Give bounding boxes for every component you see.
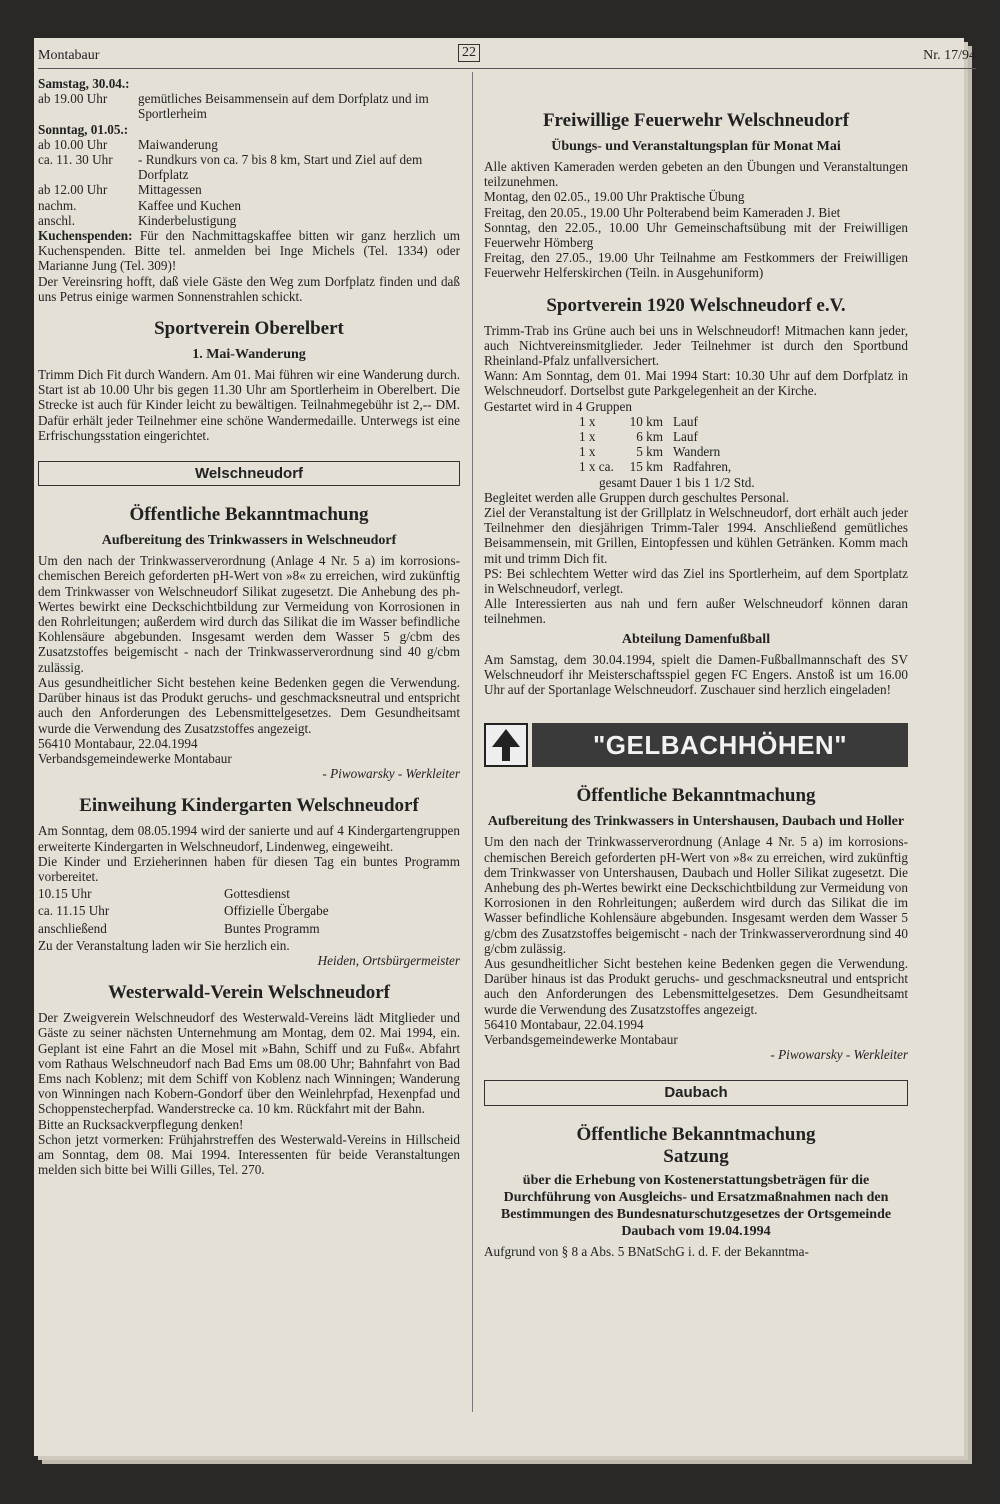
- program-row: [38, 886, 460, 901]
- page-header: [38, 45, 976, 69]
- schedule-item: Mittagessen: [138, 182, 202, 198]
- fire-line: Freitag, den 20.05., 19.00 Uhr Polterabend beim Kameraden J. Biet: [484, 204, 841, 220]
- schedule-row: [38, 182, 460, 197]
- place-date: 56410 Montabaur, 22.04.1994: [484, 1016, 644, 1032]
- group-activity: Lauf: [673, 413, 698, 429]
- event-schedule: [38, 76, 460, 304]
- left-column: [38, 76, 460, 1177]
- schedule-time: ab 12.00 Uhr: [38, 182, 108, 198]
- article-body: Der Zweigverein Welschneudorf des Westerwald-Vereins lädt Mitglieder und Gäste zu seiner nächsten Unternehmung am Montag, dem 02. Mai 1994, ein. Geplant ist eine Fahrt an die Mosel mit »Bahn, Schiff und zu Fuß«. Abfahrt vom Rathaus Welschneudorf nach Bad Ems um 08.00 Uhr; Bahnfahrt von Bad Ems nach Koblenz; mit dem Schiff von Koblenz nach Winningen; Wanderung von Winningen nach Kobern-Gondorf über den Weinlehrpfad, Hexenpfad und Schoppenstecherpfad. Wanderstrecke ca. 10 km. Rückfahrt mit der Bahn.: [38, 1010, 460, 1117]
- group-activity: Radfahren,: [673, 459, 732, 475]
- article-title: Westerwald-Verein Welschneudorf: [107, 982, 390, 1004]
- article-body: Am Sonntag, dem 08.05.1994 wird der sanierte und auf 4 Kindergartengruppen erweiterte Kindergarten in Welschneudorf, Lindenweg, eingeweiht.: [38, 823, 460, 854]
- article-body: Ziel der Veranstaltung ist der Grillplatz in Welschneudorf, dort erhält auch jeder Teilnehmer den diesjährigen Trimm-Taler 1994. Anschließend gemütliches Beisammensein, mit Grillen, Eintopfessen und kühlen Getränken. Komm mach mit und trimm Dich fit.: [484, 505, 908, 566]
- article-body: Am Samstag, dem 30.04.1994, spielt die Damen-Fußballmannschaft des SV Welschneudorf ihr Meisterschaftsspiel gegen FC Engers. Anstoß ist um 16.00 Uhr auf der Sportanlage Welschneudorf. Zuschauer sind herzlich eingeladen!: [484, 651, 908, 698]
- schedule-item: Maiwanderung: [138, 136, 218, 152]
- article-body: Bitte an Rucksackverpflegung denken!: [38, 1116, 244, 1132]
- program-time: anschließend: [38, 920, 107, 936]
- program-item: Buntes Programm: [224, 920, 320, 936]
- cake-paragraph: [38, 228, 460, 274]
- group-activity: Wandern: [673, 444, 721, 460]
- group-distance: 5 km: [636, 444, 663, 460]
- group-row: [579, 444, 908, 459]
- article-body: Aus gesundheitlicher Sicht bestehen keine Bedenken gegen die Verwendung. Darüber hinaus ist das Produkt geruchs- und geschmacksneutral und entspricht auch den Anforderungen des Lebensmittelgesetzes. Dem Gesundheitsamt wurde die Verwendung des Zusatzstoffes angezeigt.: [484, 955, 908, 1017]
- group-activity: Lauf: [673, 429, 698, 445]
- signature: - Piwowarsky - Werkleiter: [322, 766, 460, 782]
- signature: - Piwowarsky - Werkleiter: [770, 1047, 908, 1063]
- article-body: Trimm-Trab ins Grüne auch bei uns in Welschneudorf! Mitmachen kann jeder, auch Nichtvereinsmitglieder. Jeder Teilnehmer ist durch den Sportbund Rheinland-Pfalz unfallversichert.: [484, 322, 908, 369]
- banner-title: "GELBACHHÖHEN": [532, 723, 908, 767]
- group-count: 1 x ca.: [579, 459, 614, 475]
- article-body: Alle Interessierten aus nah und fern außer Welschneudorf können daran teilnehmen.: [484, 596, 908, 627]
- group-distance: 10 km: [629, 413, 663, 429]
- article-body: Wann: Am Sonntag, dem 01. Mai 1994 Start: 10.30 Uhr auf dem Dorfplatz in Welschneudorf. Dortselbst gute Parkgelegenheit an der Kirche.: [484, 368, 908, 399]
- schedule-time: ab 10.00 Uhr: [38, 136, 108, 152]
- group-count: 1 x: [579, 413, 596, 429]
- article-title-2: Satzung: [663, 1145, 729, 1167]
- schedule-time: ab 19.00 Uhr: [38, 91, 108, 107]
- program-item: Offizielle Übergabe: [224, 903, 329, 919]
- section-box: Welschneudorf: [38, 461, 460, 486]
- fire-line: Freitag, den 27.05., 19.00 Uhr Teilnahme am Festkommers der Freiwilligen Feuerwehr Helferskirchen (Teiln. in Ausgehuniform): [484, 250, 908, 281]
- article-subtitle: Aufbereitung des Trinkwassers in Welschneudorf: [101, 533, 397, 549]
- article-body: Begleitet werden alle Gruppen durch geschultes Personal.: [484, 489, 790, 505]
- article-title: Einweihung Kindergarten Welschneudorf: [79, 795, 419, 817]
- schedule-time: ca. 11. 30 Uhr: [38, 152, 113, 168]
- schedule-row: [38, 137, 460, 152]
- group-row: [579, 429, 908, 444]
- program-time: ca. 11.15 Uhr: [38, 903, 110, 919]
- section-box: Daubach: [484, 1080, 908, 1105]
- cake-text: Für den Nachmittagskaffee bitten wir ganz herzlich um Kuchenspenden. Bitte tel. anmelden bei Inge Michels (Tel. 1334) oder Marianne Jung (Tel. 309)!: [38, 228, 460, 274]
- article-title: Öffentliche Bekanntmachung: [576, 785, 816, 807]
- group-distance: 15 km: [629, 459, 663, 475]
- schedule-item: gemütliches Beisammensein auf dem Dorfplatz und im Sportlerheim: [138, 91, 429, 122]
- fire-line: Sonntag, den 22.05., 10.00 Uhr Gemeinschaftsübung mit der Freiwilligen Feuerwehr Hömberg: [484, 219, 908, 251]
- group-row: [579, 414, 908, 429]
- column-divider: [472, 72, 473, 1412]
- article-title: Öffentliche Bekanntmachung: [576, 1123, 816, 1145]
- schedule-item: Kaffee und Kuchen: [138, 197, 242, 213]
- arrow-logo-icon: [484, 723, 528, 767]
- day-heading: Sonntag, 01.05.:: [38, 121, 129, 137]
- article-subtitle: Übungs- und Veranstaltungsplan für Monat Mai: [551, 139, 841, 154]
- right-column: [484, 76, 908, 1259]
- schedule-time: nachm.: [38, 197, 77, 213]
- section-banner: [484, 723, 908, 767]
- article-body: Trimm Dich Fit durch Wandern. Am 01. Mai führen wir eine Wanderung durch. Start ist ab 10.00 Uhr bis gegen 11.30 Uhr am Sportlerheim in Oberelbert. Die Strecke ist auch für Kinder leicht zu bewältigen. Teilnahmegebühr ist 2,-- DM. Dafür erhält jeder Teilnehmer eine schöne Wandermedaille. Unterwegs ist eine Erfrischungsstation eingerichtet.: [38, 367, 460, 443]
- cake-label: Kuchenspenden:: [38, 228, 133, 244]
- group-list: [484, 414, 908, 490]
- group-distance: 6 km: [636, 429, 663, 445]
- article-body: PS: Bei schlechtem Wetter wird das Ziel ins Sportlerheim, auf dem Sportplatz in Welschneudorf, verlegt.: [484, 565, 908, 597]
- day-heading: Samstag, 30.04.:: [38, 76, 130, 91]
- article-subtitle: Aufbereitung des Trinkwassers in Untershausen, Daubach und Holler: [487, 814, 905, 830]
- organization: Verbandsgemeindewerke Montabaur: [484, 1031, 678, 1047]
- group-note: gesamt Dauer 1 bis 1 1/2 Std.: [599, 474, 755, 490]
- place-date: 56410 Montabaur, 22.04.1994: [38, 735, 198, 751]
- article-body: Um den nach der Trinkwasserverordnung (Anlage 4 Nr. 5 a) im korrosions-chemischen Bereich geforderten pH-Wert von »8« zu erreichen, wird zukünftig dem Trinkwasser von Welschneudorf Silikat zugesetzt. Die Anhebung des ph-Wertes bewirkt eine Deckschichtbildung zur Vermeidung von Korrosionen in den Rohrleitungen; außerdem wird durch das Silikat die im Wasser befindliche Kohlensäure abgebunden. Insgesamt werden dem Wasser 5 g/cbm des Zusatzstoffes beigemischt - nach der Trinkwasserverordnung sind 40 g/cbm zulässig.: [38, 553, 460, 675]
- closing-paragraph: Der Vereinsring hofft, daß viele Gäste den Weg zum Dorfplatz finden und daß uns Petrus einige warmen Sonnenstrahlen schickt.: [38, 273, 460, 304]
- article-title: Öffentliche Bekanntmachung: [129, 504, 369, 526]
- group-count: 1 x: [579, 444, 596, 460]
- article-body: Aus gesundheitlicher Sicht bestehen keine Bedenken gegen die Verwendung. Darüber hinaus ist das Produkt geruchs- und geschmacksneutral und entspricht auch den Anforderungen des Lebensmittelgesetzes. Dem Gesundheitsamt wurde die Verwendung des Zusatzstoffes angezeigt.: [38, 674, 460, 736]
- article-subtitle: über die Erhebung von Kostenerstattungsbeträgen für die Durchführung von Ausgleichs- und Ersatzmaßnahmen nach den Bestimmungen des Bundesnaturschutzgesetzes der Ortsgemeinde Daubach vom 19.04.1994: [500, 1172, 892, 1239]
- schedule-row: [38, 91, 460, 121]
- group-row: [579, 459, 908, 474]
- article-subtitle: Abteilung Damenfußball: [621, 631, 771, 647]
- schedule-time: anschl.: [38, 212, 75, 228]
- fire-line: Alle aktiven Kameraden werden gebeten an den Übungen und Veranstaltungen teilzunehmen.: [484, 159, 908, 190]
- article-title: Sportverein 1920 Welschneudorf e.V.: [546, 294, 846, 316]
- group-count: 1 x: [579, 429, 596, 445]
- article-title: Freiwillige Feuerwehr Welschneudorf: [542, 110, 850, 131]
- article-body: Die Kinder und Erzieherinnen haben für diesen Tag ein buntes Programm vorbereitet.: [38, 853, 460, 884]
- page-number: 22: [458, 44, 480, 62]
- program-time: 10.15 Uhr: [38, 886, 92, 902]
- schedule-item: Kinderbelustigung: [138, 212, 237, 228]
- article-body: Zu der Veranstaltung laden wir Sie herzlich ein.: [38, 937, 290, 953]
- article-title: Sportverein Oberelbert: [154, 318, 344, 340]
- article-subtitle: 1. Mai-Wanderung: [192, 347, 306, 363]
- article-body: Um den nach der Trinkwasserverordnung (Anlage 4 Nr. 5 a) im korrosions-chemischen Bereich geforderten pH-Wert von »8« zu erreichen, wird zukünftig dem Trinkwasser von Untershausen, Daubach und Holler Silikat zugesetzt. Die Anhebung des ph-Wertes bewirkt eine Deckschichtbildung zur Vermeidung von Korrosionen in den Rohrleitungen; außerdem wird durch das Silikat die im Wasser befindliche Kohlensäure abgebunden. Insgesamt werden dem Wasser 5 g/cbm des Zusatzstoffes beigemischt - nach der Trinkwasserverordnung sind 40 g/cbm zulässig.: [484, 834, 908, 956]
- schedule-row: [38, 213, 460, 228]
- issue-number: Nr. 17/94: [923, 48, 976, 63]
- schedule-row: [38, 152, 460, 182]
- fire-line: Montag, den 02.05., 19.00 Uhr Praktische Übung: [484, 189, 745, 205]
- signature: Heiden, Ortsbürgermeister: [317, 952, 460, 968]
- program-row: [38, 921, 460, 936]
- schedule-row: [38, 198, 460, 213]
- schedule-item: - Rundkurs von ca. 7 bis 8 km, Start und Ziel auf dem Dorfplatz: [138, 152, 423, 183]
- header-town: Montabaur: [38, 48, 100, 63]
- organization: Verbandsgemeindewerke Montabaur: [38, 750, 232, 766]
- article-body: Aufgrund von § 8 a Abs. 5 BNatSchG i. d. F. der Bekanntma-: [484, 1243, 809, 1259]
- article-body: Gestartet wird in 4 Gruppen: [484, 398, 632, 414]
- program-row: [38, 903, 460, 918]
- article-body: Schon jetzt vormerken: Frühjahrstreffen des Westerwald-Vereins in Hillscheid am Sonntag, dem 08. Mai 1994. Interessenten für beide Veranstaltungen melden sich bitte bei Willi Gilles, Tel. 270.: [38, 1131, 460, 1178]
- program-item: Gottesdienst: [224, 886, 290, 902]
